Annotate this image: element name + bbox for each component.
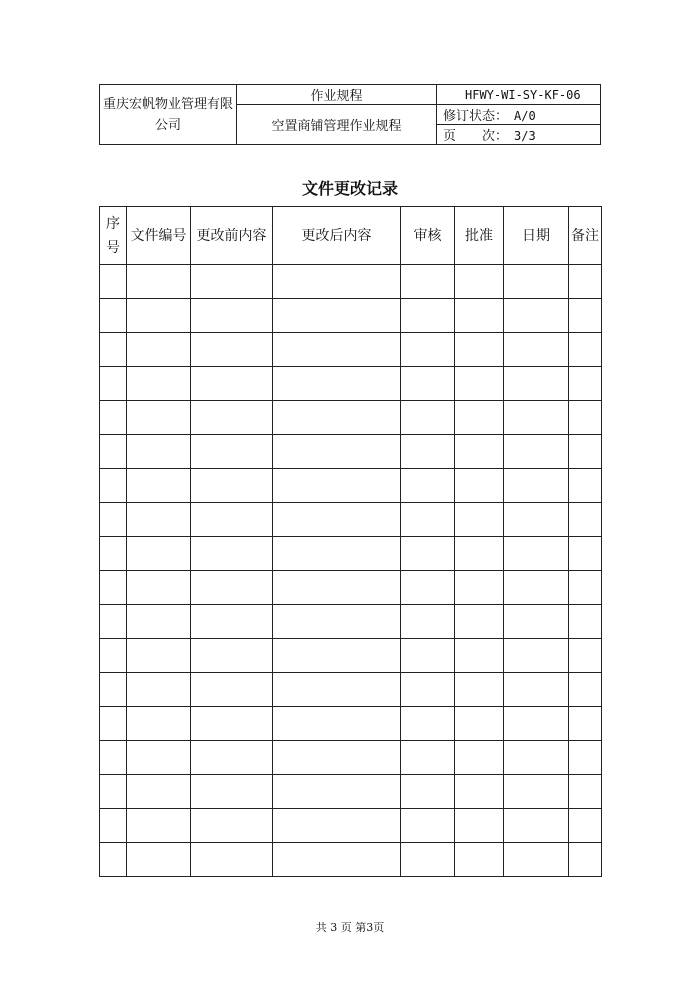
table-cell[interactable]: [504, 299, 569, 333]
table-cell[interactable]: [100, 503, 127, 537]
table-cell[interactable]: [127, 707, 191, 741]
table-row: [100, 809, 602, 843]
table-cell[interactable]: [127, 571, 191, 605]
table-cell[interactable]: [100, 435, 127, 469]
col-header-after: 更改后内容: [273, 207, 401, 265]
col-header-file-no: 文件编号: [127, 207, 191, 265]
table-cell[interactable]: [401, 435, 455, 469]
table-row: [100, 299, 602, 333]
table-cell[interactable]: [504, 333, 569, 367]
table-cell[interactable]: [455, 265, 504, 299]
table-cell[interactable]: [569, 537, 602, 571]
table-cell[interactable]: [100, 673, 127, 707]
table-cell[interactable]: [100, 741, 127, 775]
table-cell[interactable]: [191, 673, 273, 707]
table-cell[interactable]: [191, 639, 273, 673]
table-cell[interactable]: [401, 809, 455, 843]
col-header-review: 审核: [401, 207, 455, 265]
table-cell[interactable]: [191, 401, 273, 435]
table-cell[interactable]: [569, 673, 602, 707]
table-cell[interactable]: [100, 843, 127, 877]
table-cell[interactable]: [569, 571, 602, 605]
table-cell[interactable]: [100, 333, 127, 367]
table-cell[interactable]: [455, 299, 504, 333]
table-cell[interactable]: [569, 605, 602, 639]
table-cell[interactable]: [569, 435, 602, 469]
table-cell[interactable]: [569, 503, 602, 537]
table-cell[interactable]: [127, 741, 191, 775]
col-header-remark: 备注: [569, 207, 602, 265]
table-cell[interactable]: [401, 367, 455, 401]
table-cell[interactable]: [504, 469, 569, 503]
table-cell[interactable]: [273, 673, 401, 707]
change-record-table: [99, 206, 602, 877]
document-category: 作业规程: [237, 85, 437, 105]
table-cell[interactable]: [127, 299, 191, 333]
table-cell[interactable]: [191, 571, 273, 605]
table-cell[interactable]: [455, 469, 504, 503]
table-cell[interactable]: [191, 537, 273, 571]
table-cell[interactable]: [401, 673, 455, 707]
table-cell[interactable]: [401, 605, 455, 639]
table-cell[interactable]: [569, 299, 602, 333]
table-cell[interactable]: [273, 503, 401, 537]
table-cell[interactable]: [191, 775, 273, 809]
table-cell[interactable]: [273, 639, 401, 673]
page-footer: 共 3 页 第3页: [315, 921, 385, 934]
table-cell[interactable]: [273, 605, 401, 639]
table-cell[interactable]: [569, 775, 602, 809]
table-cell[interactable]: [273, 741, 401, 775]
table-cell[interactable]: [273, 401, 401, 435]
table-cell[interactable]: [569, 265, 602, 299]
table-cell[interactable]: [100, 299, 127, 333]
revision-value: A/0: [514, 109, 536, 123]
table-row: [100, 401, 602, 435]
table-cell[interactable]: [401, 299, 455, 333]
table-cell[interactable]: [401, 333, 455, 367]
revision-label: 修订状态：: [443, 109, 509, 124]
table-cell[interactable]: [455, 775, 504, 809]
table-cell[interactable]: [100, 469, 127, 503]
document-title: 空置商铺管理作业规程: [237, 105, 437, 145]
table-row: [100, 707, 602, 741]
section-title: 文件更改记录: [301, 179, 398, 198]
table-cell[interactable]: [455, 367, 504, 401]
page-value: 3/3: [514, 129, 536, 143]
table-cell[interactable]: [401, 401, 455, 435]
table-cell[interactable]: [191, 333, 273, 367]
table-cell[interactable]: [455, 503, 504, 537]
table-cell[interactable]: [273, 435, 401, 469]
table-cell[interactable]: [191, 707, 273, 741]
table-cell[interactable]: [455, 639, 504, 673]
col-header-before: 更改前内容: [191, 207, 273, 265]
table-cell[interactable]: [455, 843, 504, 877]
table-cell[interactable]: [127, 469, 191, 503]
table-cell[interactable]: [273, 707, 401, 741]
col-header-approve: 批准: [455, 207, 504, 265]
table-cell[interactable]: [504, 673, 569, 707]
table-row: [100, 639, 602, 673]
table-header-row: [100, 207, 602, 265]
table-cell[interactable]: [127, 639, 191, 673]
table-cell[interactable]: [569, 333, 602, 367]
document-number-value: HFWY-WI-SY-KF-06: [465, 87, 581, 102]
table-cell[interactable]: [273, 333, 401, 367]
table-cell[interactable]: [127, 367, 191, 401]
table-body: [100, 265, 602, 877]
table-cell[interactable]: [100, 605, 127, 639]
document-header: [99, 84, 601, 145]
table-cell[interactable]: [127, 775, 191, 809]
table-cell[interactable]: [127, 809, 191, 843]
table-cell[interactable]: [191, 435, 273, 469]
table-row: [100, 503, 602, 537]
table-cell[interactable]: [401, 571, 455, 605]
table-cell[interactable]: [191, 503, 273, 537]
table-cell[interactable]: [455, 537, 504, 571]
table-cell[interactable]: [127, 605, 191, 639]
company-name: 重庆宏帆物业管理有限公司: [100, 85, 237, 145]
table-cell[interactable]: [273, 469, 401, 503]
table-cell[interactable]: [273, 809, 401, 843]
table-cell[interactable]: [273, 775, 401, 809]
table-cell[interactable]: [504, 367, 569, 401]
table-row: [100, 775, 602, 809]
page-label: 页 次：: [443, 129, 509, 144]
table-cell[interactable]: [455, 435, 504, 469]
table-cell[interactable]: [100, 537, 127, 571]
table-cell[interactable]: [401, 639, 455, 673]
table-cell[interactable]: [401, 537, 455, 571]
table-cell[interactable]: [455, 605, 504, 639]
table-row: [100, 741, 602, 775]
table-cell[interactable]: [100, 775, 127, 809]
table-cell[interactable]: [504, 741, 569, 775]
table-cell[interactable]: [100, 809, 127, 843]
table-row: [100, 843, 602, 877]
table-row: [100, 435, 602, 469]
table-cell[interactable]: [401, 469, 455, 503]
table-cell[interactable]: [401, 707, 455, 741]
table-cell[interactable]: [127, 537, 191, 571]
table-cell[interactable]: [455, 571, 504, 605]
table-cell[interactable]: [569, 469, 602, 503]
table-cell[interactable]: [504, 571, 569, 605]
table-cell[interactable]: [127, 503, 191, 537]
table-cell[interactable]: [127, 401, 191, 435]
table-row: [100, 673, 602, 707]
table-row: [100, 265, 602, 299]
table-cell[interactable]: [569, 809, 602, 843]
table-cell[interactable]: [569, 707, 602, 741]
table-cell[interactable]: [401, 775, 455, 809]
table-cell[interactable]: [504, 707, 569, 741]
table-cell[interactable]: [100, 265, 127, 299]
table-cell[interactable]: [191, 265, 273, 299]
table-cell[interactable]: [191, 741, 273, 775]
table-cell[interactable]: [191, 843, 273, 877]
table-cell[interactable]: [569, 639, 602, 673]
table-cell[interactable]: [455, 741, 504, 775]
table-cell[interactable]: [504, 265, 569, 299]
table-cell[interactable]: [191, 299, 273, 333]
table-cell[interactable]: [401, 265, 455, 299]
table-cell[interactable]: [273, 843, 401, 877]
table-row: [100, 537, 602, 571]
table-row: [100, 469, 602, 503]
table-cell[interactable]: [569, 401, 602, 435]
table-cell[interactable]: [100, 571, 127, 605]
table-cell[interactable]: [100, 367, 127, 401]
table-cell[interactable]: [455, 401, 504, 435]
table-cell[interactable]: [273, 537, 401, 571]
col-header-seq: 序号: [100, 207, 127, 265]
document-number: [437, 85, 601, 105]
table-cell[interactable]: [273, 571, 401, 605]
table-cell[interactable]: [504, 639, 569, 673]
table-cell[interactable]: [127, 673, 191, 707]
table-cell[interactable]: [569, 367, 602, 401]
table-row: [100, 333, 602, 367]
table-cell[interactable]: [127, 333, 191, 367]
col-header-date: 日期: [504, 207, 569, 265]
table-cell[interactable]: [504, 503, 569, 537]
table-cell[interactable]: [191, 367, 273, 401]
table-cell[interactable]: [569, 741, 602, 775]
table-cell[interactable]: [504, 401, 569, 435]
table-cell[interactable]: [455, 707, 504, 741]
revision-status: [437, 105, 601, 125]
table-cell[interactable]: [455, 809, 504, 843]
table-cell[interactable]: [504, 809, 569, 843]
table-cell[interactable]: [100, 639, 127, 673]
table-cell[interactable]: [127, 435, 191, 469]
table-row: [100, 605, 602, 639]
table-cell[interactable]: [100, 707, 127, 741]
page-info: [437, 125, 601, 145]
table-cell[interactable]: [273, 265, 401, 299]
table-cell[interactable]: [455, 333, 504, 367]
table-cell[interactable]: [127, 265, 191, 299]
table-cell[interactable]: [273, 299, 401, 333]
table-cell[interactable]: [401, 843, 455, 877]
table-cell[interactable]: [504, 435, 569, 469]
table-cell[interactable]: [127, 843, 191, 877]
table-cell[interactable]: [504, 605, 569, 639]
table-cell[interactable]: [455, 673, 504, 707]
table-cell[interactable]: [273, 367, 401, 401]
table-cell[interactable]: [401, 503, 455, 537]
table-cell[interactable]: [191, 605, 273, 639]
table-cell[interactable]: [401, 741, 455, 775]
table-row: [100, 571, 602, 605]
table-cell[interactable]: [191, 469, 273, 503]
table-cell[interactable]: [569, 843, 602, 877]
table-cell[interactable]: [504, 843, 569, 877]
table-cell[interactable]: [504, 775, 569, 809]
table-cell[interactable]: [504, 537, 569, 571]
table-cell[interactable]: [100, 401, 127, 435]
table-row: [100, 367, 602, 401]
table-cell[interactable]: [191, 809, 273, 843]
